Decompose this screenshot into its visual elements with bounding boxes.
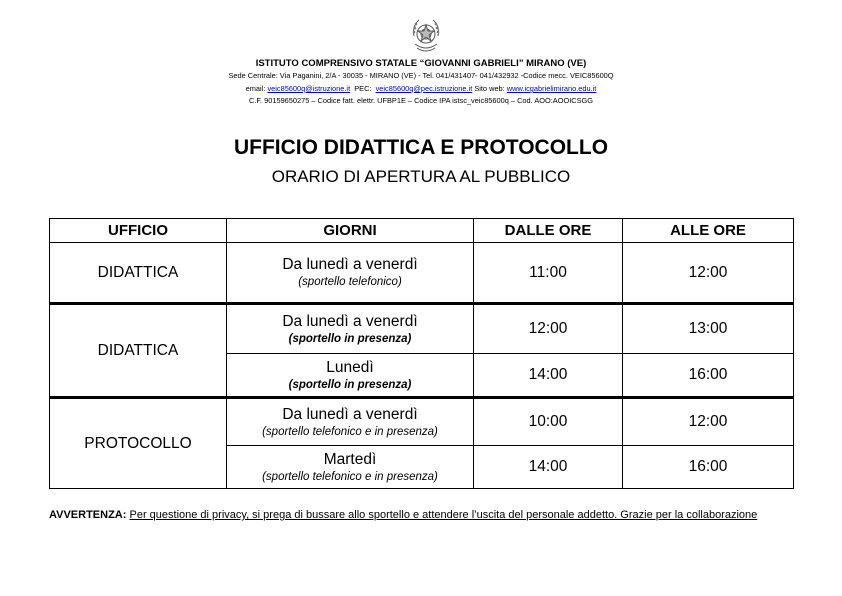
office-cell: DIDATTICA <box>50 304 227 398</box>
office-cell: DIDATTICA <box>50 243 227 304</box>
table-header-row <box>50 219 794 243</box>
days-note: (sportello telefonico) <box>298 276 402 288</box>
days-text: Da lunedì a venerdì <box>282 312 418 330</box>
days-cell <box>227 446 474 489</box>
pec-link[interactable]: veic85600q@pec.istruzione.it <box>375 84 473 93</box>
email-label: email: <box>245 84 266 93</box>
from-time-cell: 10:00 <box>474 398 623 446</box>
days-text: Da lunedì a venerdì <box>282 405 418 423</box>
days-text: Lunedì <box>326 358 374 376</box>
column-header-days: GIORNI <box>227 219 474 243</box>
header-contacts-line <box>0 84 842 93</box>
table-row <box>50 243 794 304</box>
days-note: (sportello telefonico e in presenza) <box>262 425 438 438</box>
column-header-office: UFFICIO <box>50 219 227 243</box>
school-name: ISTITUTO COMPRENSIVO STATALE “GIOVANNI GABRIELI” MIRANO (VE) <box>255 58 587 69</box>
warning-text: Per questione di privacy, si prega di bussare allo sportello e attendere l’uscita del personale addetto. Grazie per la collaborazione <box>129 509 758 521</box>
days-note: (sportello in presenza) <box>288 332 412 345</box>
opening-hours-table <box>49 218 794 489</box>
table-row <box>50 398 794 446</box>
days-cell <box>227 354 474 398</box>
days-text: Martedì <box>323 450 377 468</box>
to-time-cell: 16:00 <box>623 446 794 489</box>
days-cell <box>227 304 474 354</box>
days-cell <box>227 243 474 304</box>
column-header-from: DALLE ORE <box>474 219 623 243</box>
days-cell <box>227 398 474 446</box>
email-link[interactable]: veic85600q@istruzione.it <box>267 84 351 93</box>
header-address-line: Sede Centrale: Via Paganini, 2/A - 30035 - MIRANO (VE) - Tel. 041/431407- 041/432932 -Codice mecc. VEIC85600Q <box>228 71 614 80</box>
page-subtitle: ORARIO DI APERTURA AL PUBBLICO <box>271 167 571 186</box>
header-codes-line: C.F. 90159650275 – Codice fatt. elettr. UFBP1E – Codice IPA istsc_veic85600q – Cod. AOO:AOOICSGG <box>248 96 594 105</box>
from-time-cell: 12:00 <box>474 304 623 354</box>
from-time-cell: 14:00 <box>474 354 623 398</box>
pec-label: PEC: <box>354 84 372 93</box>
warning-label: AVVERTENZA: <box>49 509 127 521</box>
to-time-cell: 12:00 <box>623 398 794 446</box>
days-note: (sportello telefonico e in presenza) <box>262 470 438 483</box>
website-link[interactable]: www.icgabrielimirano.edu.it <box>506 84 597 93</box>
to-time-cell: 16:00 <box>623 354 794 398</box>
days-text: Da lunedì a venerdì <box>282 256 418 273</box>
from-time-cell: 14:00 <box>474 446 623 489</box>
italian-republic-emblem-icon <box>409 14 443 54</box>
website-label: Sito web: <box>474 84 505 93</box>
column-header-to: ALLE ORE <box>623 219 794 243</box>
to-time-cell: 12:00 <box>623 243 794 304</box>
from-time-cell: 11:00 <box>474 243 623 304</box>
days-note: (sportello in presenza) <box>288 378 412 391</box>
office-cell: PROTOCOLLO <box>50 398 227 489</box>
table-row <box>50 304 794 354</box>
page-title: UFFICIO DIDATTICA E PROTOCOLLO <box>233 136 609 159</box>
privacy-warning <box>49 507 808 523</box>
to-time-cell: 13:00 <box>623 304 794 354</box>
